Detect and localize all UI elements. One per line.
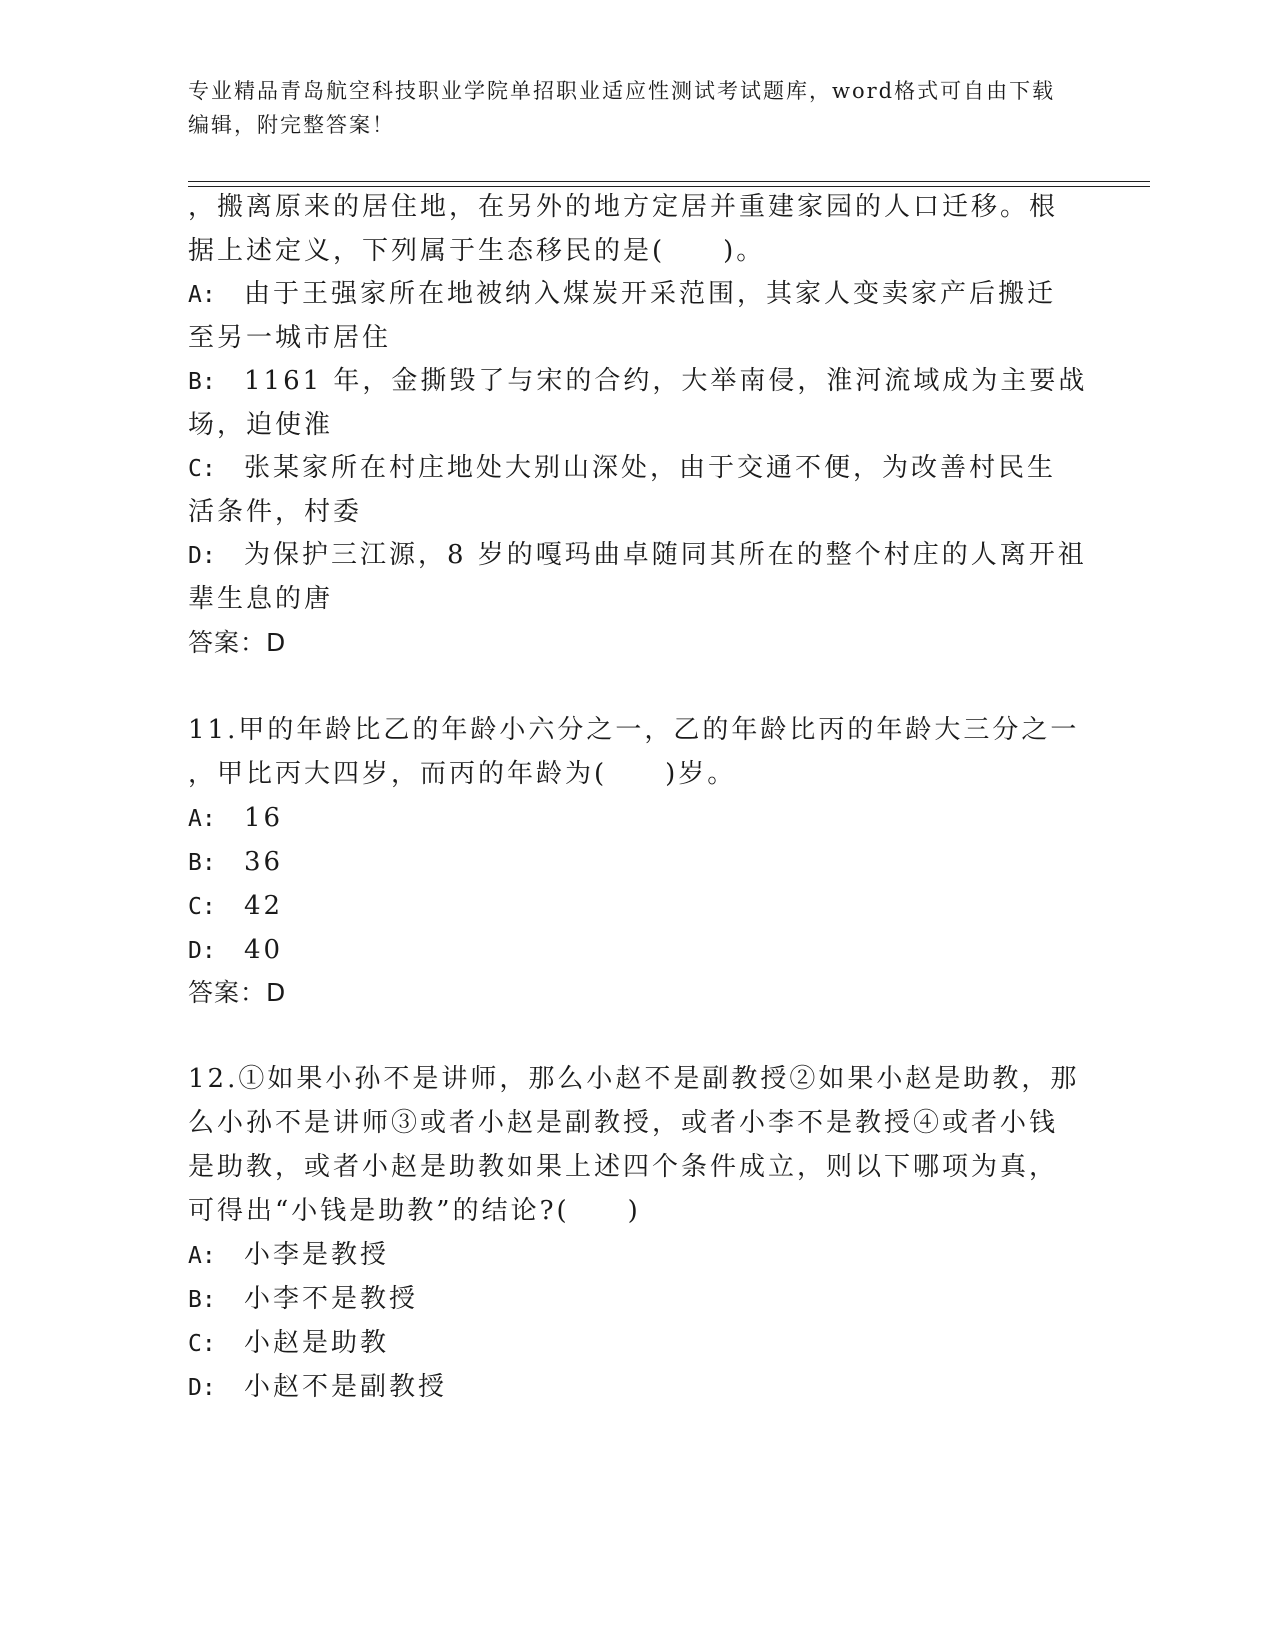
q11-option-b — [188, 845, 283, 880]
option-letter: D: — [188, 938, 216, 964]
option-text: 40 — [244, 935, 284, 965]
option-text: 1161 年，金撕毁了与宋的合约，大举南侵，淮河流域成为主要战 — [244, 366, 1088, 396]
option-text: 小赵是助教 — [244, 1328, 390, 1358]
q10-option-c — [188, 451, 1056, 486]
option-letter: C: — [188, 1331, 216, 1357]
q10-option-a — [188, 277, 1056, 312]
q12-option-c — [188, 1326, 389, 1361]
option-letter: D: — [188, 543, 216, 569]
option-letter: C: — [188, 456, 216, 482]
q10-option-d-cont: 辈生息的唐 — [188, 584, 334, 614]
q11-option-a — [188, 801, 283, 836]
q10-stem-line-2: 据上述定义，下列属于生态移民的是( )。 — [188, 236, 766, 266]
q12-option-a — [188, 1238, 389, 1273]
option-letter: B: — [188, 1287, 216, 1313]
q12-stem-line-3: 是助教，或者小赵是助教如果上述四个条件成立，则以下哪项为真， — [188, 1152, 1059, 1182]
option-letter: C: — [188, 894, 216, 920]
option-text: 小李不是教授 — [244, 1284, 419, 1314]
option-text: 由于王强家所在地被纳入煤炭开采范围，其家人变卖家产后搬迁 — [244, 279, 1057, 309]
q11-option-c — [188, 889, 283, 924]
option-letter: B: — [188, 369, 216, 395]
q10-option-c-cont: 活条件，村委 — [188, 497, 363, 527]
q10-option-a-cont: 至另一城市居住 — [188, 323, 392, 353]
option-text: 36 — [244, 847, 284, 877]
q11-stem-line-1: 11.甲的年龄比乙的年龄小六分之一，乙的年龄比丙的年龄大三分之一 — [188, 715, 1080, 745]
q12-option-b — [188, 1282, 418, 1317]
option-letter: B: — [188, 850, 216, 876]
q10-option-d — [188, 538, 1087, 573]
q12-stem-line-4: 可得出“小钱是助教”的结论?( ) — [188, 1196, 641, 1226]
document-header: 专业精品青岛航空科技职业学院单招职业适应性测试考试题库，word格式可自由下载编辑，附完整答案！ — [188, 79, 1056, 137]
option-text: 16 — [244, 803, 284, 833]
option-text: 小李是教授 — [244, 1240, 390, 1270]
option-letter: A: — [188, 282, 216, 308]
q12-stem-line-1: 12.①如果小孙不是讲师，那么小赵不是副教授②如果小赵是助教，那 — [188, 1064, 1080, 1094]
q12-option-d — [188, 1370, 447, 1405]
q11-stem-line-2: ，甲比丙大四岁，而丙的年龄为( )岁。 — [188, 759, 737, 789]
option-letter: D: — [188, 1375, 216, 1401]
header-rule-top — [188, 181, 1150, 182]
q10-stem-line-1: ，搬离原来的居住地，在另外的地方定居并重建家园的人口迁移。根 — [188, 192, 1059, 222]
q10-answer: 答案：D — [188, 628, 287, 657]
q10-option-b — [188, 364, 1087, 399]
q12-stem-line-2: 么小孙不是讲师③或者小赵是副教授，或者小李不是教授④或者小钱 — [188, 1108, 1059, 1138]
option-letter: A: — [188, 806, 216, 832]
option-text: 42 — [244, 891, 284, 921]
option-text: 为保护三江源，8 岁的嘎玛曲卓随同其所在的整个村庄的人离开祖 — [244, 540, 1087, 570]
q11-answer: 答案：D — [188, 978, 287, 1007]
option-letter: A: — [188, 1243, 216, 1269]
option-text: 张某家所在村庄地处大别山深处，由于交通不便，为改善村民生 — [244, 453, 1057, 483]
q10-option-b-cont: 场，迫使淮 — [188, 410, 334, 440]
option-text: 小赵不是副教授 — [244, 1372, 448, 1402]
header-rule-bottom — [188, 186, 1150, 187]
q11-option-d — [188, 933, 283, 968]
